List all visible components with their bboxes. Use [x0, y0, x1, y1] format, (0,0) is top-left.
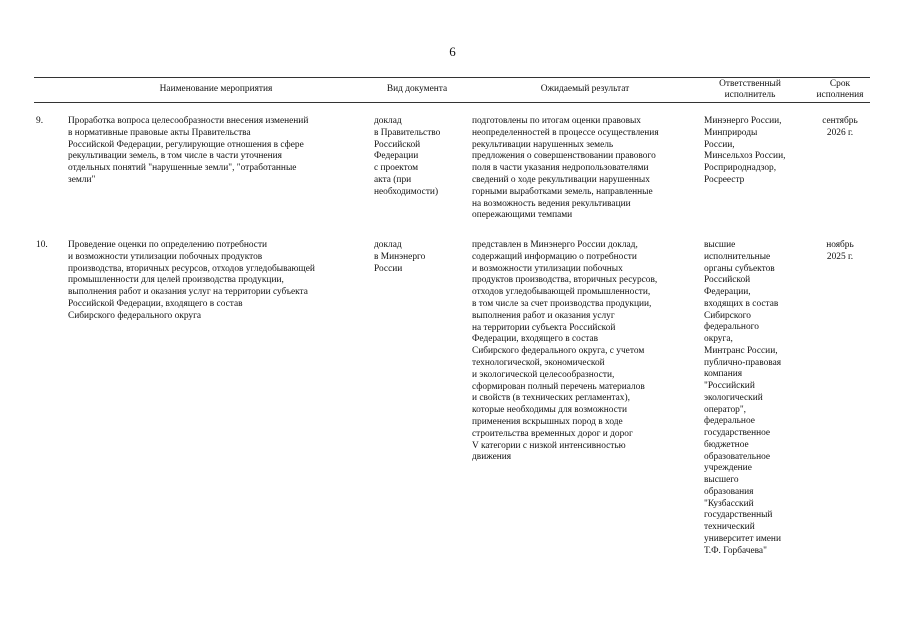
header-responsible: Ответственный исполнитель [719, 79, 781, 100]
row-deadline: ноябрь 2025 г. [826, 240, 854, 262]
header-name: Наименование мероприятия [159, 84, 273, 94]
row-responsible: Минэнерго России, Минприроды России, Минсельхоз России, Росприроднадзор, Росреестр [704, 116, 786, 185]
row-result: подготовлены по итогам оценки правовых неопределенностей в процессе осуществления рекультивации нарушенных земель предложения о совершенствовании правового поля в части указания недропользователями сведений о ходе рекультивации нарушенных горными выработками земель, направленные на возможность ведения рекультивации опережающими темпами [472, 116, 659, 221]
header-doc-type: Вид документа [386, 84, 448, 94]
row-doc-type: доклад в Правительство Российской Федерации с проектом акта (при необходимости) [374, 116, 441, 197]
row-number: 9. [36, 116, 44, 126]
row-number: 10. [36, 240, 48, 250]
row-name: Проработка вопроса целесообразности внесения изменений в нормативные правовые акты Правительства Российской Федерации, регулирующие отношения в сфере рекультивации земель, в том числе в части уточнения отдельных понятий "нарушенные земли", "отработанные земли" [68, 116, 309, 185]
row-name: Проведение оценки по определению потребности и возможности утилизации побочных продуктов производства, вторичных ресурсов, отходов угледобывающей промышленности для целей производства продукции, выполнения работ и оказания услуг на территории субъекта Российской Федерации, входящего в состав Сибирского федерального округа [68, 240, 315, 321]
table-header-rule [34, 102, 870, 103]
row-result: представлен в Минэнерго России доклад, содержащий информацию о потребности и возможности утилизации побочных продуктов производства, вторичных ресурсов, отходов угледобывающей промышленности, в том числе за счет производства продукции, выполнения работ и оказания услуг на территории субъекта Российской Федерации, входящего в состав Сибирского федерального округа, с учетом технологической, экономической и экологической целесообразности, сформирован полный перечень материалов и свойств (в технических регламентах), которые необходимы для возможности применения вскрышных пород в ходе строительства временных дорог и дорог V категории с низкой интенсивностью движения [472, 240, 658, 463]
row-deadline: сентябрь 2026 г. [822, 116, 858, 138]
row-doc-type: доклад в Минэнерго России [374, 240, 426, 274]
header-deadline: Срок исполнения [816, 79, 864, 100]
page-number: 6 [449, 44, 456, 59]
table-top-rule [34, 77, 870, 78]
header-result: Ожидаемый результат [540, 84, 630, 94]
row-responsible: высшие исполнительные органы субъектов Российской Федерации, входящих в состав Сибирского федерального округа, Минтранс России, публично-правовая компания "Российский экологический оператор", федеральное государственное бюджетное образовательное учреждение высшего образования "Кузбасский государственный технический университет имени Т.Ф. Горбачева" [704, 240, 782, 556]
